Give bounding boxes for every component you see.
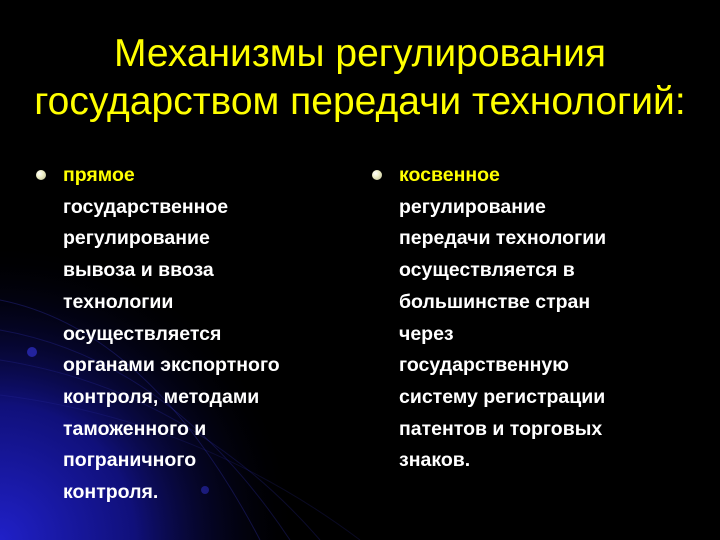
text-line: регулирование [399,195,546,218]
slide-title [0,30,720,126]
text-line: систему регистрации [399,385,606,408]
text-line: органами экспортного [63,354,280,377]
right-bullet-column [372,160,672,477]
title-line-2: государством передачи технологий: [34,80,686,123]
text-line: регулирование [63,227,210,250]
text-line: вывоза и ввоза [63,259,214,282]
right-bullet-text [399,160,672,477]
keyword-direct: прямое [63,164,135,186]
text-line: технологии [63,290,174,313]
text-line: знаков. [399,449,471,472]
text-line: государственную [399,354,569,377]
text-line: передачи технологии [399,227,607,250]
left-bullet-column [36,160,336,509]
text-line: большинстве стран [399,290,591,313]
text-line: осуществляется [63,322,222,345]
text-line: таможенного и [63,417,207,440]
title-line-1: Механизмы регулирования [114,32,606,75]
text-line: контроля. [63,481,159,504]
left-bullet-text [63,160,336,509]
bullet-dot-icon [36,170,46,180]
keyword-indirect: косвенное [399,164,500,186]
text-line: патентов и торговых [399,417,603,440]
text-line: осуществляется в [399,259,575,282]
text-line: государственное [63,195,229,218]
bullet-dot-icon [372,170,382,180]
text-line: пограничного [63,449,197,472]
text-line: контроля, методами [63,385,260,408]
text-line: через [399,322,454,345]
